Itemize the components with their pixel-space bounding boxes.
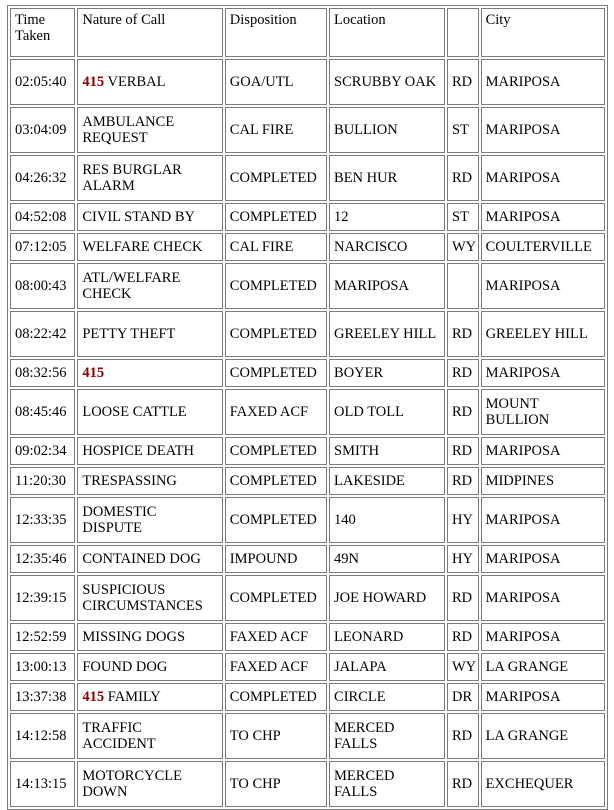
cell-street-type: RD [447,623,479,651]
cell-disposition: COMPLETED [225,683,327,711]
cell-time: 03:04:09 [10,107,75,153]
cell-time: 12:39:15 [10,575,75,621]
call-nature: FAMILY [107,689,161,705]
cell-disposition: CAL FIRE [225,233,327,261]
cell-disposition: FAXED ACF [225,623,327,651]
header-disposition: Disposition [225,8,327,57]
cell-city: COULTERVILLE [481,233,605,261]
cell-disposition: COMPLETED [225,311,327,357]
cell-location: LAKESIDE [329,467,445,495]
cell-city: MARIPOSA [481,107,605,153]
cell-street-type: ST [447,203,479,231]
cell-time: 04:52:08 [10,203,75,231]
header-street-type [447,8,479,57]
cell-nature [77,359,222,387]
header-nature-of-call: Nature of Call [77,8,222,57]
cell-city: GREELEY HILL [481,311,605,357]
cell-city: MOUNT BULLION [481,389,605,435]
header-time-taken: Time Taken [10,8,75,57]
cell-time: 08:45:46 [10,389,75,435]
cell-time: 02:05:40 [10,59,75,105]
call-nature: LOOSE CATTLE [82,404,187,420]
cell-time: 07:12:05 [10,233,75,261]
cell-location: 49N [329,545,445,573]
cell-street-type: HY [447,497,479,543]
cell-city: EXCHEQUER [481,761,605,807]
cell-disposition: CAL FIRE [225,107,327,153]
table-row [10,653,605,681]
cell-time: 13:00:13 [10,653,75,681]
cell-street-type: RD [447,575,479,621]
cell-location: GREELEY HILL [329,311,445,357]
cell-disposition: COMPLETED [225,263,327,309]
cell-disposition: FAXED ACF [225,389,327,435]
call-nature: WELFARE CHECK [82,239,203,255]
cell-street-type: RD [447,59,479,105]
call-nature: CIVIL STAND BY [82,209,196,225]
cell-time: 08:00:43 [10,263,75,309]
table-row [10,311,605,357]
cell-location: SCRUBBY OAK [329,59,445,105]
cell-disposition: COMPLETED [225,437,327,465]
call-nature: MOTORCYCLE DOWN [82,768,182,800]
cell-location: BOYER [329,359,445,387]
cell-disposition: GOA/UTL [225,59,327,105]
cell-nature [77,545,222,573]
table-row [10,713,605,759]
call-log-body [10,59,605,807]
cell-time: 14:13:15 [10,761,75,807]
call-log-table [7,5,608,810]
cell-time: 08:22:42 [10,311,75,357]
cell-city: MARIPOSA [481,263,605,309]
call-nature: ATL/WELFARE CHECK [82,270,181,302]
cell-time: 13:37:38 [10,683,75,711]
cell-city: MARIPOSA [481,203,605,231]
cell-street-type: WY [447,233,479,261]
table-row [10,623,605,651]
call-nature: SUSPICIOUS CIRCUMSTANCES [82,582,203,614]
cell-time: 12:52:59 [10,623,75,651]
cell-nature [77,59,222,105]
cell-city: LA GRANGE [481,713,605,759]
table-row [10,683,605,711]
header-row [10,8,605,57]
cell-nature [77,761,222,807]
cell-nature [77,107,222,153]
cell-location: BEN HUR [329,155,445,201]
call-nature: HOSPICE DEATH [82,443,194,459]
table-row [10,263,605,309]
cell-nature [77,575,222,621]
call-code: 415 [82,74,105,90]
cell-street-type: DR [447,683,479,711]
call-nature: DOMESTIC DISPUTE [82,504,157,536]
call-nature: TRESPASSING [82,473,177,489]
cell-nature [77,623,222,651]
table-row [10,359,605,387]
cell-nature [77,437,222,465]
cell-city: MARIPOSA [481,437,605,465]
cell-city: MIDPINES [481,467,605,495]
cell-disposition: TO CHP [225,761,327,807]
table-row [10,233,605,261]
cell-location: MARIPOSA [329,263,445,309]
cell-city: MARIPOSA [481,497,605,543]
cell-location: 140 [329,497,445,543]
cell-nature [77,263,222,309]
cell-disposition: COMPLETED [225,203,327,231]
cell-disposition: TO CHP [225,713,327,759]
cell-nature [77,233,222,261]
cell-nature [77,155,222,201]
call-nature: CONTAINED DOG [82,551,201,567]
table-row [10,497,605,543]
cell-time: 14:12:58 [10,713,75,759]
cell-city: MARIPOSA [481,683,605,711]
table-row [10,545,605,573]
cell-location: NARCISCO [329,233,445,261]
table-row [10,155,605,201]
cell-street-type: RD [447,467,479,495]
table-row [10,437,605,465]
cell-street-type: RD [447,761,479,807]
cell-location: CIRCLE [329,683,445,711]
cell-location: BULLION [329,107,445,153]
call-nature: AMBULANCE REQUEST [82,114,175,146]
cell-time: 11:20:30 [10,467,75,495]
cell-time: 09:02:34 [10,437,75,465]
cell-location: 12 [329,203,445,231]
cell-street-type: RD [447,389,479,435]
call-nature: RES BURGLAR ALARM [82,162,182,194]
cell-disposition: COMPLETED [225,575,327,621]
cell-street-type: ST [447,107,479,153]
cell-street-type: RD [447,311,479,357]
table-row [10,59,605,105]
table-row [10,107,605,153]
cell-location: MERCED FALLS [329,761,445,807]
call-nature: PETTY THEFT [82,326,176,342]
cell-street-type: RD [447,437,479,465]
call-nature: TRAFFIC ACCIDENT [82,720,156,752]
cell-nature [77,653,222,681]
call-code: 415 [82,689,105,705]
cell-time: 04:26:32 [10,155,75,201]
cell-nature [77,389,222,435]
header-city: City [481,8,605,57]
cell-location: LEONARD [329,623,445,651]
cell-disposition: IMPOUND [225,545,327,573]
cell-disposition: COMPLETED [225,497,327,543]
header-location: Location [329,8,445,57]
cell-location: OLD TOLL [329,389,445,435]
cell-city: MARIPOSA [481,545,605,573]
cell-street-type: RD [447,713,479,759]
call-nature: VERBAL [107,74,166,90]
cell-disposition: COMPLETED [225,359,327,387]
cell-nature [77,467,222,495]
cell-location: JOE HOWARD [329,575,445,621]
cell-nature [77,497,222,543]
cell-disposition: COMPLETED [225,155,327,201]
table-row [10,761,605,807]
cell-nature [77,311,222,357]
table-row [10,203,605,231]
cell-street-type: RD [447,155,479,201]
cell-street-type: HY [447,545,479,573]
call-nature: MISSING DOGS [82,629,186,645]
cell-disposition: FAXED ACF [225,653,327,681]
cell-location: SMITH [329,437,445,465]
call-code: 415 [82,365,105,381]
cell-city: MARIPOSA [481,155,605,201]
cell-location: MERCED FALLS [329,713,445,759]
cell-location: JALAPA [329,653,445,681]
cell-disposition: COMPLETED [225,467,327,495]
cell-nature [77,203,222,231]
cell-city: MARIPOSA [481,359,605,387]
cell-city: MARIPOSA [481,59,605,105]
cell-city: MARIPOSA [481,623,605,651]
cell-street-type: WY [447,653,479,681]
cell-time: 12:35:46 [10,545,75,573]
cell-street-type: RD [447,359,479,387]
table-row [10,575,605,621]
table-row [10,389,605,435]
cell-time: 12:33:35 [10,497,75,543]
cell-time: 08:32:56 [10,359,75,387]
cell-nature [77,713,222,759]
cell-street-type [447,263,479,309]
cell-nature [77,683,222,711]
cell-city: LA GRANGE [481,653,605,681]
cell-city: MARIPOSA [481,575,605,621]
table-row [10,467,605,495]
call-nature: FOUND DOG [82,659,168,675]
